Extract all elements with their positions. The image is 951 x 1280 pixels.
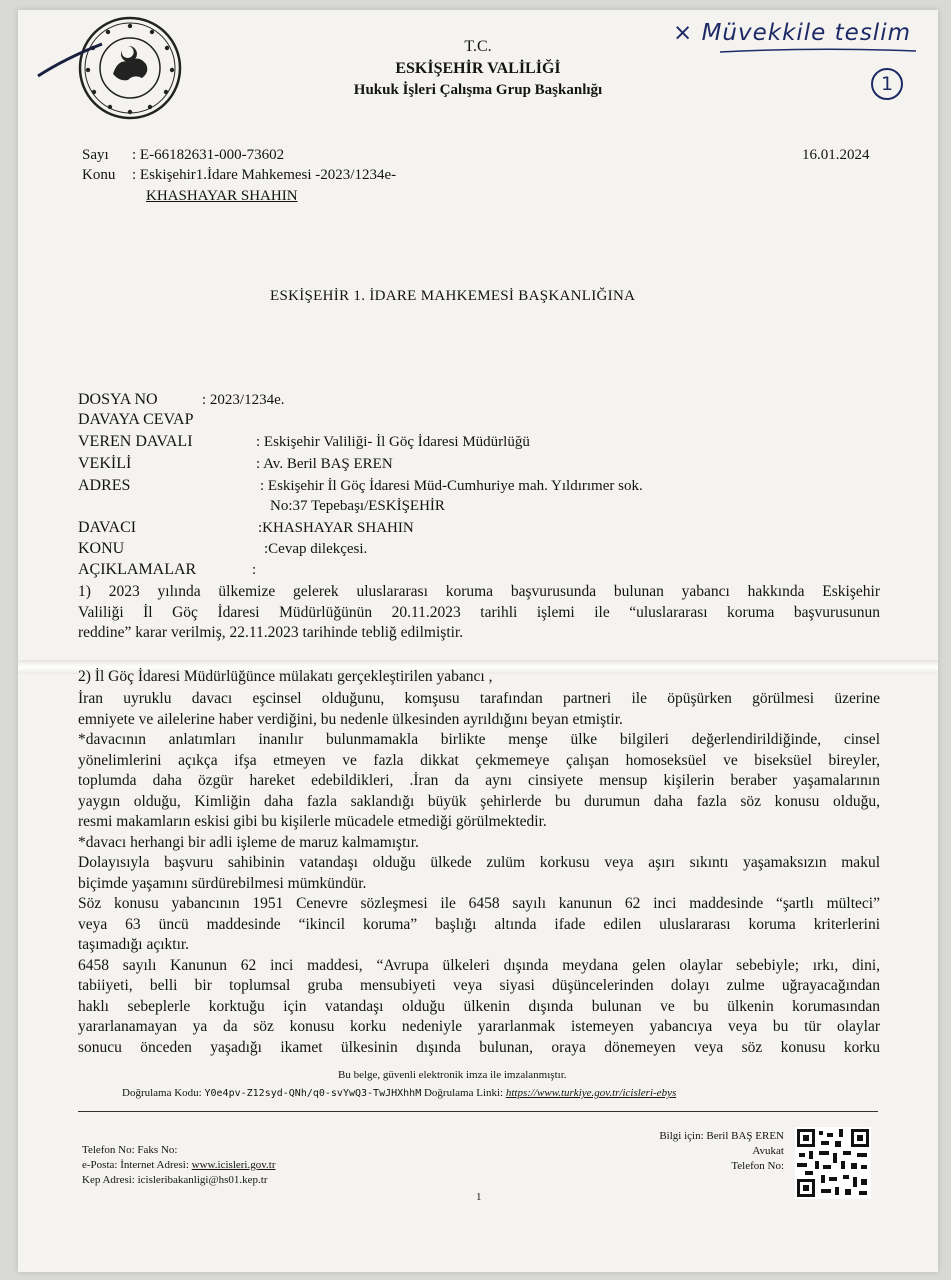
paragraph-line: yönelimlerini açıkça ifşa etmeyen ve fazla dikkat çekmemeye çalışan homoseksüel ve biseksüel bireyler, — [78, 751, 880, 769]
footer-contact-name: Bilgi için: Beril BAŞ EREN — [659, 1130, 784, 1142]
paragraph-line: 6458 sayılı Kanunun 62 inci maddesi, “Avrupa ülkeleri dışında meydana gelen olaylar sebebiyle; ırkı, dini, — [78, 956, 880, 974]
paragraph-line: taşımadığı açıktır. — [78, 936, 190, 953]
page-number: 1 — [476, 1191, 482, 1203]
paragraph-line: veya 63 üncü maddesinde “ikincil koruma” başlığı altında ifade edilen uluslararası koruma kriterlerini — [78, 915, 880, 933]
header-governorship: ESKİŞEHİR VALİLİĞİ — [395, 60, 561, 77]
verification-link[interactable]: https://www.turkiye.gov.tr/icisleri-ebys — [505, 1087, 677, 1099]
paragraph-line: Valiliği İl Göç İdaresi Müdürlüğünün 20.11.2023 tarihli işlemi ile “uluslararası koruma başvurusunun — [78, 603, 880, 621]
field-label-dosya-no: DOSYA NO — [78, 391, 158, 408]
paragraph-line: *davacı herhangi bir adli işleme de maruz kalmamıştır. — [78, 833, 419, 851]
paragraph-2-heading: 2) İl Göç İdaresi Müdürlüğünce mülakatı gerçekleştirilen yabancı , — [78, 668, 493, 685]
field-label-konu: KONU — [78, 540, 125, 557]
paragraph-line: toplumda daha özgür hareket edebildikleri, .İran da aynı cinsiyete mensup kişilerin beraber yaşamalarının — [78, 772, 880, 789]
field-label-davaci: DAVACI — [78, 519, 137, 536]
paragraph-line: reddine” karar verilmiş, 22.11.2023 tarihinde tebliğ edilmiştir. — [78, 624, 464, 641]
paragraph-line: sonucu önceden yaşadığı ikamet ülkesinin dışında bulunan, oraya dönemeyen veya söz konusu korku — [78, 1038, 880, 1056]
field-value-vekili: : Av. Beril BAŞ EREN — [256, 456, 393, 472]
paragraph-line: yaygın olduğu, Kimliğin daha fazla saklandığı büyük şehirlerde bu durumun daha fazla söz konusu olduğu, — [78, 792, 880, 810]
header-tc: T.C. — [464, 38, 492, 55]
paragraph-line: haklı sebeplerle korktuğu için vatandaşı olduğu ülkenin dışında bulunan ve bu ülkenin korumasından — [78, 997, 880, 1015]
konu-label: Konu — [82, 167, 116, 183]
verification-code-label: Doğrulama Kodu: — [122, 1087, 202, 1099]
field-value-konu: :Cevap dilekçesi. — [264, 541, 368, 557]
field-value-adres: : Eskişehir İl Göç İdaresi Müd-Cumhuriye mah. Yıldırımer sok. — [260, 478, 643, 494]
field-label-veren-davali: VEREN DAVALI — [78, 433, 193, 450]
paragraph-line: Dolayısıyla başvuru sahibinin vatandaşı olduğu ülkede zulüm korkusu veya aşırı sıkıntı yaşamaksızın makul — [78, 854, 880, 871]
field-value-adres-line2: No:37 Tepebaşı/ESKİŞEHİR — [270, 498, 445, 514]
sayi-value: : E-66182631-000-73602 — [132, 147, 285, 163]
field-label-davaya-cevap: DAVAYA CEVAP — [78, 411, 194, 428]
paragraph-2 — [78, 689, 880, 1058]
verification-code: Y0e4pv-Z12syd-QNh/q0-svYwQ3-TwJHXhhM — [204, 1088, 422, 1099]
footer-phone-fax: Telefon No: Faks No: — [82, 1144, 178, 1156]
sayi-label: Sayı — [82, 147, 109, 163]
field-label-aciklamalar: AÇIKLAMALAR — [78, 561, 197, 578]
field-value-dosya-no: : 2023/1234e. — [202, 392, 285, 408]
pen-mark-icon — [36, 40, 106, 80]
handwritten-underline-icon — [718, 46, 918, 56]
verification-link-label: Doğrulama Linki: — [423, 1087, 504, 1099]
field-value-davaci: :KHASHAYAR SHAHIN — [258, 520, 414, 536]
paragraph-1 — [78, 582, 880, 644]
paragraph-line: emniyete ve ailelerine haber verdiğini, bu nedenle ülkesinden ayrıldığını beyan etmiştir. — [78, 710, 623, 728]
konu-value-name: KHASHAYAR SHAHIN — [146, 188, 298, 204]
qr-code-icon — [795, 1127, 871, 1199]
handwritten-note: × Müvekkile teslim — [673, 20, 911, 46]
e-signature-note: Bu belge, güvenli elektronik imza ile imzalanmıştır. — [338, 1069, 567, 1081]
konu-value: : Eskişehir1.İdare Mahkemesi -2023/1234e- — [132, 167, 397, 183]
document-page — [18, 10, 938, 1272]
header-department: Hukuk İşleri Çalışma Grup Başkanlığı — [353, 82, 603, 98]
footer-contact-phone: Telefon No: — [731, 1160, 784, 1172]
paragraph-line: 1) 2023 yılında ülkemize gelerek uluslararası koruma başvurusunda bulunan yabancı hakkında Eskişehir — [78, 583, 880, 600]
addressee: ESKİŞEHİR 1. İDARE MAHKEMESİ BAŞKANLIĞINA — [270, 288, 636, 304]
field-value-veren-davali: : Eskişehir Valiliği- İl Göç İdaresi Müdürlüğü — [256, 434, 530, 450]
paragraph-line: tabiiyeti, belli bir toplumsal gruba mensubiyeti veya siyasi düşüncelerinden dolayı zulme uğrayacağından — [78, 977, 880, 994]
paragraph-line: yararlanamayan ya da söz konusu korku nedeniyle yararlanmak istemeyen yabancıya veya bu tür olaylar — [78, 1018, 880, 1035]
handwritten-page-mark: 1 — [871, 68, 903, 100]
field-value-aciklamalar: : — [252, 562, 257, 578]
footer-divider — [78, 1111, 878, 1112]
footer-email-web — [82, 1159, 275, 1171]
footer-contact-title: Avukat — [752, 1145, 784, 1157]
verification-line — [122, 1087, 676, 1099]
footer-web-link[interactable]: www.icisleri.gov.tr — [191, 1159, 276, 1171]
footer-email-label: e-Posta: İnternet Adresi: — [82, 1159, 192, 1171]
paragraph-line: biçimde yaşamını sürdürebilmesi mümkündür. — [78, 874, 367, 892]
document-date: 16.01.2024 — [802, 147, 870, 163]
footer-kep-address: Kep Adresi: icisleribakanligi@hs01.kep.tr — [82, 1174, 268, 1186]
paragraph-line: resmi makamların eskisi gibi bu kişilerle mücadele etmediği görülmektedir. — [78, 813, 547, 830]
paragraph-line: Söz konusu yabancının 1951 Cenevre sözleşmesi ile 6458 sayılı kanunun 62 inci maddesinde “şartlı mülteci” — [78, 895, 880, 912]
field-label-adres: ADRES — [78, 477, 131, 494]
paragraph-line: *davacının anlatımları inanılır bulunmamakla birlikte menşe ülke bilgileri değerlendirildiğinde, cinsel — [78, 731, 880, 748]
paragraph-line: İran uyruklu davacı eşcinsel olduğunu, komşusu tarafından partneri ile öpüşürken görülmesi üzerine — [78, 690, 880, 707]
field-label-vekili: VEKİLİ — [78, 455, 132, 472]
